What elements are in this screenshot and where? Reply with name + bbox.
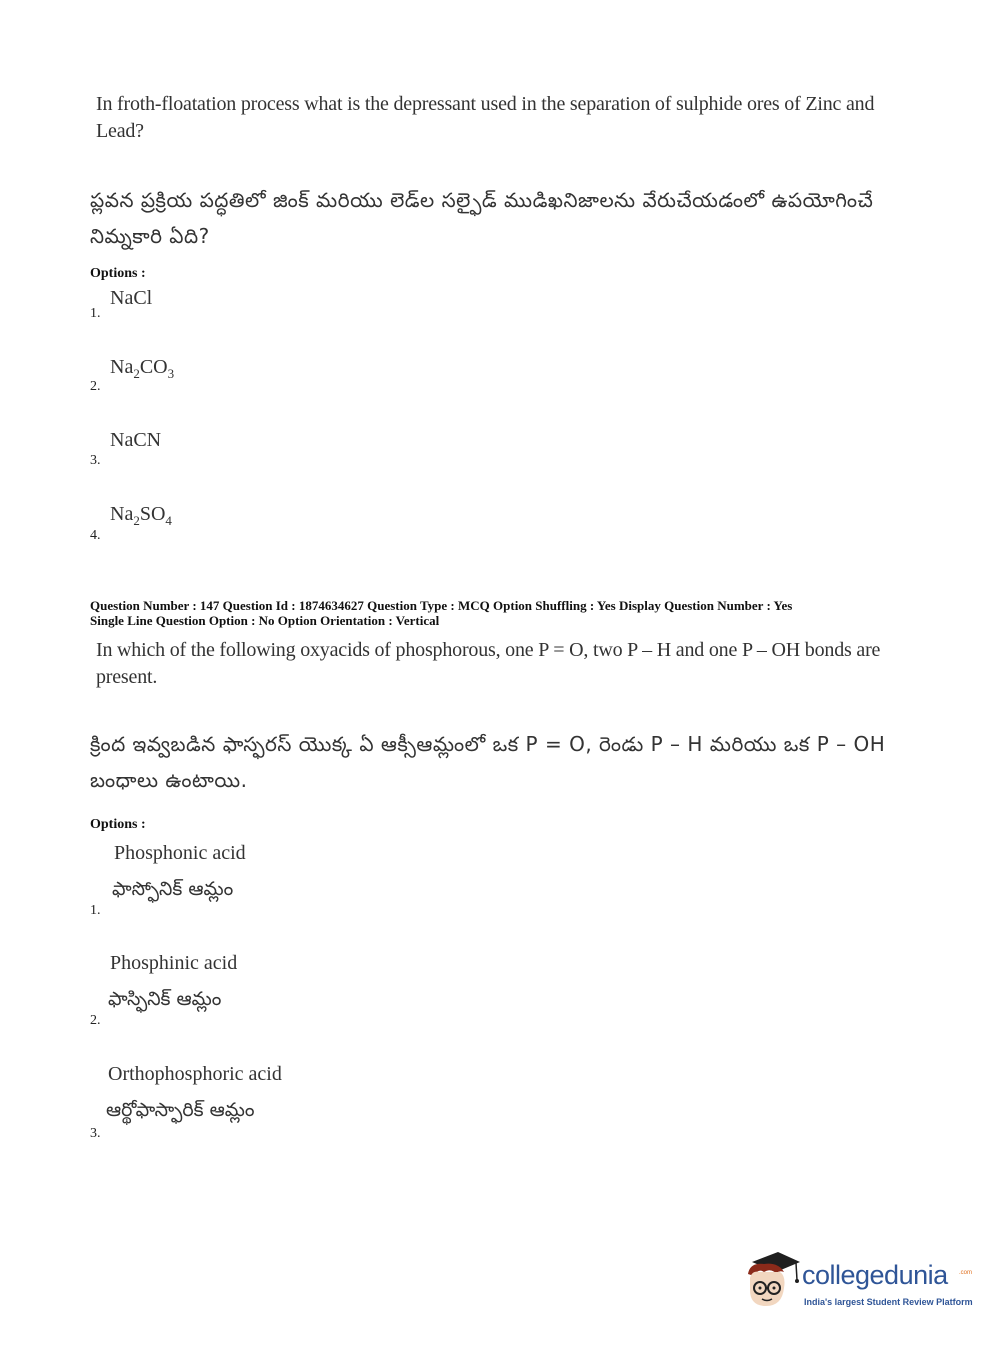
options-label: Options : (90, 266, 146, 281)
logo-tagline: India's largest Student Review Platform (804, 1297, 973, 1307)
option-text: NaCN (110, 429, 162, 451)
logo-com: .com (959, 1270, 973, 1276)
option-text-english: Phosphinic acid (110, 952, 238, 974)
option-number: 2. (90, 379, 101, 394)
question-meta (90, 598, 970, 628)
option-text-english: Phosphonic acid (114, 842, 246, 864)
option-number: 3. (90, 1126, 101, 1141)
question-text-english: In which of the following oxyacids of phosphorous, one P = O, two P – H and one P – OH bonds are present. (96, 639, 881, 688)
options-label: Options : (90, 817, 146, 832)
question-text-telugu: ప్లవన ప్రక్రియ పద్ధతిలో జింక్ మరియు లెడ్‌ల సల్ఫైడ్ ముడిఖనిజాలను వేరుచేయడంలో ఉపయోగించే నిమ్నకారి ఏది? (90, 188, 874, 248)
logo-wordmark: collegedunia (802, 1260, 948, 1290)
option-formula: $Na_2CO_3$ (110, 356, 175, 381)
option-text-telugu: ఫాస్ఫినిక్ ఆమ్లం (108, 988, 222, 1010)
option-text: NaCl (110, 287, 153, 309)
option-text-telugu: ఫాస్ఫోనిక్ ఆమ్లం (112, 878, 234, 900)
student-mascot-icon (740, 1250, 802, 1312)
question-text-english: In froth-floatation process what is the depressant used in the separation of sulphide ores of Zinc and Lead? (96, 93, 875, 142)
collegedunia-logo[interactable] (740, 1250, 973, 1316)
option-number: 2. (90, 1013, 101, 1028)
question-meta-line: Single Line Question Option : No Option Orientation : Vertical (90, 613, 440, 628)
option-number: 3. (90, 453, 101, 468)
option-number: 1. (90, 903, 101, 918)
option-text-english: Orthophosphoric acid (108, 1063, 282, 1085)
option-number: 4. (90, 528, 101, 543)
option-number: 1. (90, 306, 101, 321)
option-text-telugu: ఆర్థోఫాస్ఫారిక్ ఆమ్లం (106, 1099, 255, 1121)
question-text-telugu: క్రింద ఇవ్వబడిన ఫాస్ఫరస్ యొక్క ఏ ఆక్సీఆమ్లంలో ఒక P = O, రెండు P – H మరియు ఒక P – OH బంధాలు ఉంటాయి. (90, 732, 886, 792)
question-meta-line: Question Number : 147 Question Id : 1874634627 Question Type : MCQ Option Shuffling : Yes Display Question Number : Yes (90, 598, 793, 613)
option-formula: $Na_2SO_4$ (110, 503, 172, 528)
